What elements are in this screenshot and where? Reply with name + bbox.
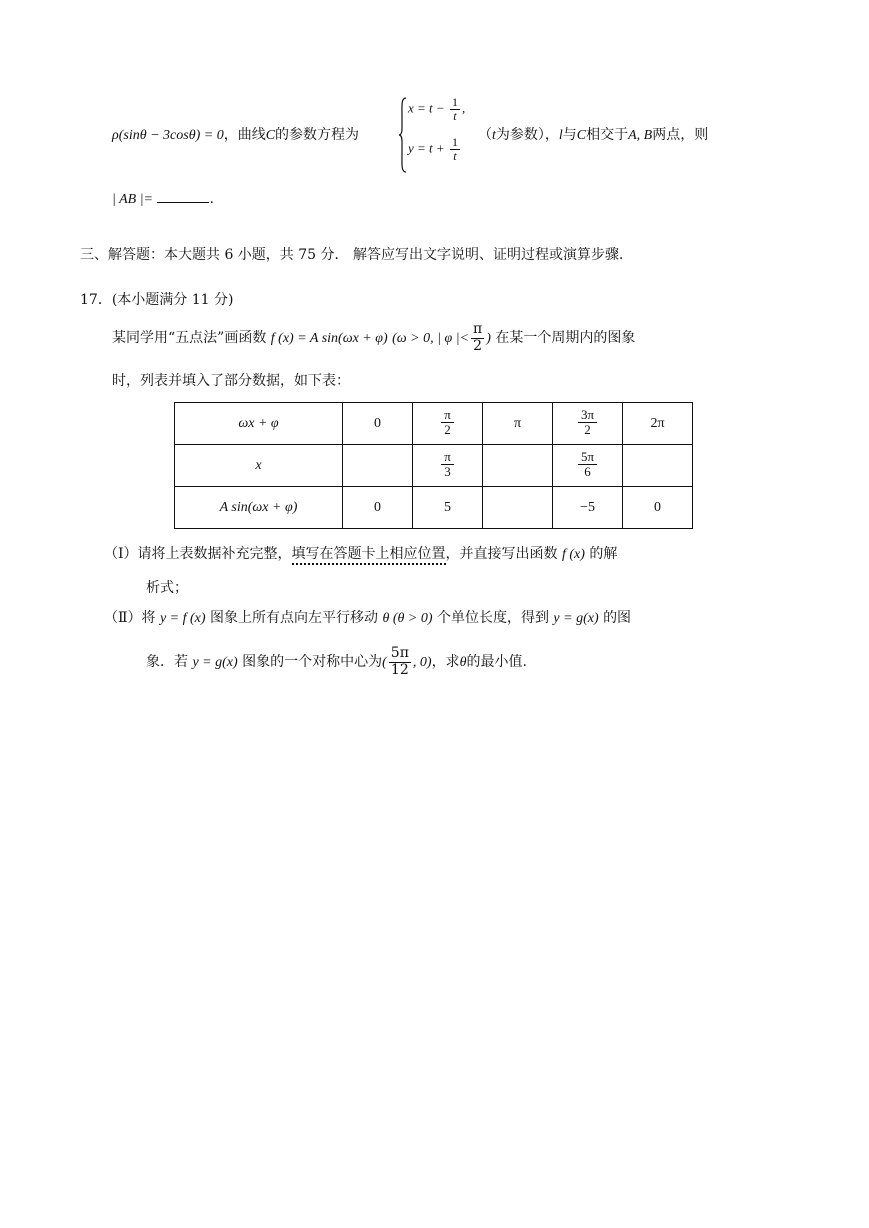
part2-text-e: 象．若 [146,654,188,670]
polar-equation: ρ(sinθ − 3cosθ) = 0 [112,128,224,143]
q17-stem-a: 某同学用“五点法”画函数 [112,330,267,346]
part2-text-a: 将 [141,610,156,626]
part2-theta: θ (θ > 0) [382,611,433,626]
q16-line-rest [478,124,708,144]
q17-part1-line2: 析式； [146,580,188,596]
part1-text-a: 请将上表数据补充完整， [137,546,292,562]
table-cell: 0 [623,487,693,529]
table-row-head: A sin(ωx + φ) [175,487,343,529]
parametric-system [398,96,468,174]
q17-two: 2 [473,337,483,354]
part2-eq2: y = g(x) [553,611,599,626]
curve-name: C [265,128,276,143]
q17-part2-line1 [104,607,631,627]
q17-stem-b: 在某一个周期内的图象 [495,330,636,346]
param-note-a: （ [478,127,492,143]
q17-part2-line2 [146,644,527,681]
table-cell: 2π [623,403,693,445]
param-x-frac [450,96,460,123]
table-cell [413,403,483,445]
param-t: t [492,128,496,143]
table-cell: 5 [413,487,483,529]
part2-text-f: 图象的一个对称中心为 [242,654,383,670]
q17-part1-line1 [104,543,617,563]
param-y-line [408,136,462,163]
cell-den: 6 [584,464,591,480]
cell-den: 3 [444,464,451,480]
q17-stem-cond: (ω > 0, | φ |< [392,331,469,346]
table-row [175,445,693,487]
part2-text-b: 图象上所有点向左平行移动 [210,610,379,626]
cell-num: π [441,450,454,466]
param-x-den: t [453,109,457,124]
part2-eq3: y = g(x) [192,655,238,670]
q16-text-c: 与 [562,127,577,143]
ab-answer-line [112,188,214,208]
part2-fraction [389,646,411,678]
cell-num: 5π [578,450,597,466]
param-y-frac [450,136,460,163]
part2-text-g: ，求 [431,654,460,670]
cell-den: 2 [444,422,451,438]
cell-num: π [441,408,454,424]
q17-stem-c: 时，列表并填入了部分数据，如下表： [112,373,350,389]
ab-label: | AB |= [112,192,153,207]
part2-theta2: θ [459,655,467,670]
param-x-pre: x = t − [408,100,445,116]
part1-text-b: ，并直接写出函数 [445,546,558,562]
q17-stem-close: ) [486,331,491,346]
table-row-head: x [175,445,343,487]
q17-stem-line1 [112,320,635,357]
table-cell: −5 [553,487,623,529]
line-l: l [558,128,563,143]
part2-text-d: 的图 [603,610,632,626]
table-cell [623,445,693,487]
param-x-line [408,96,465,123]
table-cell: π [483,403,553,445]
table-cell [553,445,623,487]
curve-name-2: C [576,128,587,143]
part1-text-c: 的解 [589,546,618,562]
cell-fraction [441,450,454,481]
part2-open: ( [382,655,387,670]
part2-label: （Ⅱ） [104,610,142,626]
part2-text-c: 个单位长度，得到 [436,610,549,626]
table-row [175,487,693,529]
table-cell [553,403,623,445]
part2-close: , 0) [412,655,432,670]
table-row-head: ωx + φ [175,403,343,445]
q17-pi-half [471,322,484,354]
part1-func: f (x) [561,547,585,562]
q16-text-a: ，曲线 [223,127,266,143]
cell-fraction [441,408,454,439]
cell-den: 2 [584,422,591,438]
param-x-num: 1 [451,95,458,109]
answer-period: . [209,191,214,207]
q16-line [112,124,359,144]
cell-fraction [578,450,597,481]
points-ab: A, B [628,128,653,143]
left-brace-icon [398,96,408,174]
param-y-num: 1 [451,135,458,149]
q17-pi: π [473,321,483,338]
part2-eq1: y = f (x) [159,611,206,626]
table-cell [343,445,413,487]
param-note-b: 为参数）， [495,127,559,143]
table-row [175,403,693,445]
param-x-post: , [461,100,466,116]
param-y-pre: y = t + [408,140,445,156]
part2-den: 12 [390,661,409,678]
part1-label: （Ⅰ） [104,546,138,562]
part2-text-h: 的最小值. [466,654,527,670]
part1-emphasis: 填写在答题卡上相应位置 [292,546,446,565]
q17-stem-func: f (x) = A sin(ωx + φ) [270,331,388,346]
cell-num: 3π [578,408,597,424]
table-cell: 0 [343,487,413,529]
table-cell [483,445,553,487]
five-point-table [174,402,693,529]
part2-num: 5π [390,645,409,662]
table-cell [413,445,483,487]
table-cell [483,487,553,529]
answer-blank [157,188,209,203]
table-cell: 0 [343,403,413,445]
q16-text-e: 两点，则 [652,127,709,143]
q16-text-d: 相交于 [586,127,629,143]
q16-text-b: 的参数方程为 [275,127,360,143]
cell-fraction [578,408,597,439]
param-y-den: t [453,149,457,164]
q17-number: 17．(本小题满分 11 分) [80,292,234,308]
section3-heading: 三、解答题：本大题共 6 小题，共 75 分． 解答应写出文字说明、证明过程或演算步骤． [80,247,633,263]
